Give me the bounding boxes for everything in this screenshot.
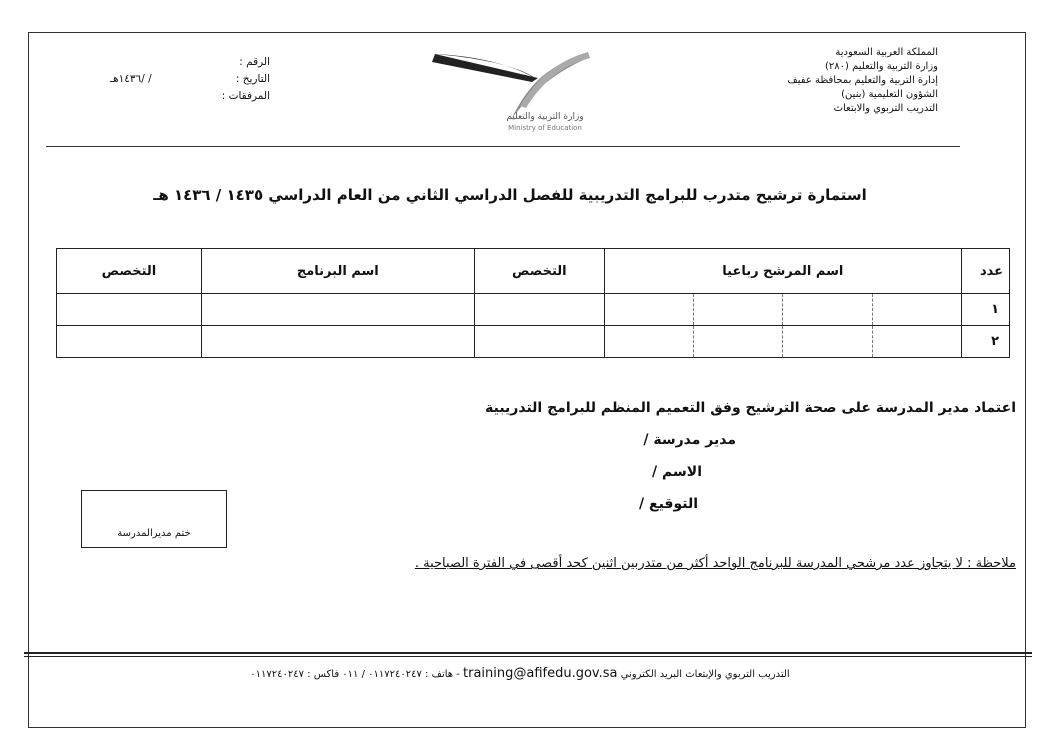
reference-block: [110, 54, 270, 105]
specialization-cell[interactable]: [474, 294, 604, 326]
row-number: ٢: [961, 326, 1009, 358]
footer-email-link[interactable]: training@afifedu.gov.sa: [463, 666, 618, 681]
signature-label: التوقيع /: [639, 496, 698, 512]
name-label: الاسم /: [652, 464, 702, 480]
footer-department: التدريب التربوي والإبتعاث البريد الكتروني: [620, 669, 790, 680]
candidate-name-cell[interactable]: [604, 326, 961, 358]
header-line: التدريب التربوي والابتعاث: [833, 103, 938, 114]
table-header-row: [57, 249, 1010, 294]
note: ملاحظة : لا يتجاوز عدد مرشحي المدرسة للبرنامج الواحد أكثر من متدربين اثنين كحد أقصى في الفترة الصباحية .: [414, 556, 1016, 571]
header-line: الشؤون التعليمية (بنين): [841, 89, 938, 100]
logo-subtext: Ministry of Education: [508, 124, 582, 132]
col-program-name: اسم البرنامج: [201, 249, 474, 294]
school-stamp-box: [81, 490, 227, 548]
page-border: [28, 32, 1026, 728]
footer-contacts: - هاتف : ٠١١٧٢٤٠٢٤٧ / ٠١١ فاكس : ٠١١٧٢٤٠٢٤٧: [250, 669, 460, 680]
table-row: [57, 326, 1010, 358]
table-row: [57, 294, 1010, 326]
specialization-cell[interactable]: [474, 326, 604, 358]
stamp-label: ختم مديرالمدرسة: [117, 528, 191, 539]
col-specialization: التخصص: [474, 249, 604, 294]
footer-divider: [24, 652, 1032, 654]
footer: [140, 666, 900, 681]
number-row: [110, 54, 270, 71]
header-line: وزارة التربية والتعليم (٢٨٠): [825, 61, 938, 72]
header-line: المملكة العربية السعودية: [835, 47, 938, 58]
candidate-name-cell[interactable]: [604, 294, 961, 326]
header-divider: [46, 146, 960, 147]
row-number: ١: [961, 294, 1009, 326]
form-title: استمارة ترشيح متدرب للبرامج التدريبية للفصل الدراسي الثاني من العام الدراسي ١٤٣٥ / ١٤٣٦ هـ: [153, 186, 867, 204]
date-row: [110, 71, 270, 88]
specialization-2-cell[interactable]: [57, 326, 202, 358]
number-label: الرقم :: [239, 56, 270, 68]
attachments-row: [110, 88, 270, 105]
ministry-header: [708, 46, 938, 116]
logo-text: وزارة التربية والتعليم: [506, 112, 584, 122]
specialization-2-cell[interactable]: [57, 294, 202, 326]
col-count: عدد: [961, 249, 1009, 294]
approval-statement: اعتماد مدير المدرسة على صحة الترشيح وفق التعميم المنظم للبرامج التدريبية: [485, 400, 1016, 416]
date-value: / /١٤٣٦هـ: [110, 73, 152, 85]
header-line: إدارة التربية والتعليم بمحافظة عفيف: [787, 75, 938, 86]
footer-divider-thin: [24, 656, 1032, 657]
col-candidate-name: اسم المرشح رباعيا: [604, 249, 961, 294]
attachments-label: المرفقات :: [221, 90, 270, 102]
candidates-table: [56, 248, 1010, 358]
principal-label: مدير مدرسة /: [643, 432, 736, 448]
program-name-cell[interactable]: [201, 326, 474, 358]
date-label: التاريخ :: [235, 73, 270, 85]
col-specialization-2: التخصص: [57, 249, 202, 294]
program-name-cell[interactable]: [201, 294, 474, 326]
